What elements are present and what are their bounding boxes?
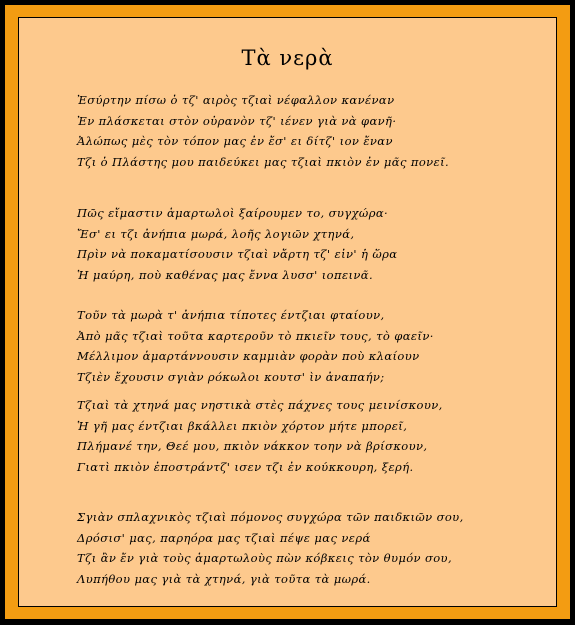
poem-line: Ἀπὸ μᾶς τζιαὶ τοῦτα καρτεροῦν τὸ πκιεῖν τους, τὸ φαεῖν·: [77, 328, 434, 343]
poem-line: Ἡ μαύρη, ποὺ καθένας μας ἔννα λυσσ' ιοπεινᾶ.: [77, 267, 374, 282]
poem-line: Ἀλώπως μὲς τὸν τόπον μας ἐν ἔσ' ει δίτζ' ιον ἔναν: [77, 134, 393, 148]
stanza-4: [77, 395, 557, 477]
poem-line: Δρόσισ' μας, παρηόρα μας τζιαὶ πέψε μας νερά: [77, 530, 371, 545]
poem-line: Ἔσ' ει τζι ἀνήπια μωρά, λοῆς λογιῶν χτηνά,: [77, 226, 355, 241]
poem-line: Τζι ὁ Πλάστης μου παιδεύκει μας τζιαὶ πκιὸν ἐν μᾶς πονεῖ.: [77, 154, 450, 169]
poem-line: Λυπήθου μας γιὰ τὰ χτηνά, γιὰ τοῦτα τὰ μωρά.: [77, 571, 371, 586]
poem-line: Τοῦν τὰ μωρὰ τ' ἀνήπια τίποτες έντζιαι φταίουν,: [77, 308, 385, 322]
poem-line: Γιατὶ πκιὸν ἐποστράντζ' ισεν τζι ἐν κούκκουρη, ξερή.: [77, 459, 414, 474]
poem-panel: [18, 17, 557, 607]
poem-line: Τζιὲν ἔχουσιν σγιὰν ρόκωλοι κουτσ' ὶν ἀναπαήν;: [77, 369, 385, 384]
poem-line: Πρὶν νὰ ποκαματίσουσιν τζιαὶ νἄρτη τζ' εἰν' ἡ ὥρα: [77, 247, 398, 261]
stanza-2: [77, 203, 557, 285]
stanza-5: [77, 507, 557, 589]
poem-line: Πῶς εἴμαστιν ἁμαρτωλοὶ ξαίρουμεν το, συγχώρα·: [77, 206, 389, 220]
poem-line: Σγιὰν σπλαχνικὸς τζιαὶ πόμονος συγχώρα τῶν παιδκιῶν σου,: [77, 510, 464, 524]
stanza-1: [77, 90, 557, 172]
poem-line: Τζι ἂν ἔν γιὰ τοὺς ἁμαρτωλοὺς πὼν κόβκεις τὸν θυμόν σου,: [77, 551, 453, 565]
poem-line: Μέλλιμον ἁμαρτάννουσιν καμμιὰν φορὰν ποὺ κλαίουν: [77, 349, 420, 363]
stanza-3: [77, 305, 557, 387]
poem-line: Τζιαὶ τὰ χτηνά μας νηστικὰ στὲς πάχνες τους μεινίσκουν,: [77, 398, 443, 412]
poem-line: Ἡ γῆ μας έντζιαι βκάλλει πκιὸν χόρτον μήτε μπορεῖ,: [77, 418, 408, 433]
poem-line: Ἐσύρτην πίσω ὁ τζ' αιρὸς τζιαὶ νέφαλλον κανέναν: [77, 93, 395, 107]
poem-title: Τὰ νερὰ: [241, 46, 334, 70]
poem-line: Πλήμανέ την, Θεέ μου, πκιὸν νάκκον τοην νὰ βρίσκουν,: [77, 439, 428, 453]
poem-line: Ἐν πλάσκεται στὸν οὐρανὸν τζ' ιένεν γιὰ νὰ φανῆ·: [77, 113, 397, 128]
